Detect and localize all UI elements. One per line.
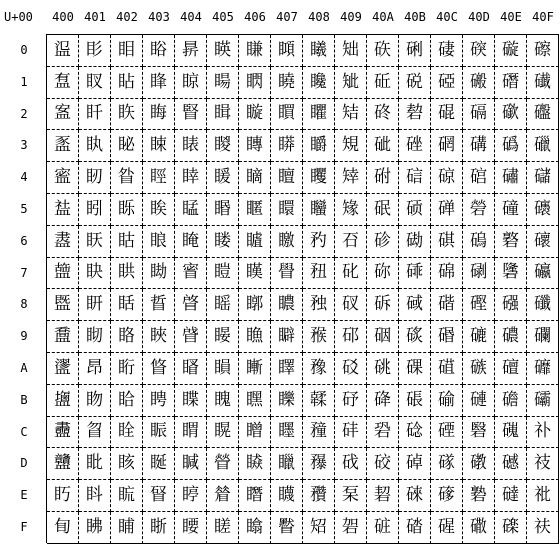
glyph-cell: 䁌 bbox=[175, 417, 207, 449]
glyph-cell: 䀩 bbox=[111, 321, 143, 353]
glyph-cell: 䃌 bbox=[431, 417, 463, 449]
glyph-cell: 䁢 bbox=[239, 99, 271, 131]
glyph-cell: 䂠 bbox=[367, 35, 399, 67]
glyph-cell: 䃐 bbox=[463, 35, 495, 67]
glyph-cell: 䀥 bbox=[111, 194, 143, 226]
glyph-cell: 䀴 bbox=[143, 162, 175, 194]
glyph-cell: 䂋 bbox=[303, 385, 335, 417]
glyph-cell: 䃭 bbox=[495, 448, 527, 480]
glyph-cell: 䀱 bbox=[143, 67, 175, 99]
glyph-cell: 䀒 bbox=[79, 99, 111, 131]
glyph-cell: 䀈 bbox=[47, 289, 79, 321]
glyph-cell: 䂊 bbox=[303, 353, 335, 385]
glyph-cell: 䂺 bbox=[399, 353, 431, 385]
glyph-cell: 䂌 bbox=[303, 417, 335, 449]
glyph-cell: 䀭 bbox=[111, 448, 143, 480]
row-header: 5 bbox=[20, 202, 28, 216]
glyph-cell: 䃛 bbox=[463, 385, 495, 417]
glyph-cell: 䁜 bbox=[207, 417, 239, 449]
glyph-cell: 䃸 bbox=[527, 289, 559, 321]
glyph-cell: 䁦 bbox=[239, 226, 271, 258]
glyph-cell: 䁲 bbox=[271, 99, 303, 131]
glyph-cell: 䀲 bbox=[143, 99, 175, 131]
glyph-cell: 䃔 bbox=[463, 162, 495, 194]
glyph-cell: 䀽 bbox=[143, 448, 175, 480]
glyph-cell: 䃎 bbox=[431, 480, 463, 512]
column-header: 409 bbox=[340, 10, 362, 24]
glyph-cell: 䀔 bbox=[79, 162, 111, 194]
glyph-cell: 䁥 bbox=[239, 194, 271, 226]
row-header: C bbox=[20, 424, 28, 439]
glyph-cell: 䂙 bbox=[335, 321, 367, 353]
glyph-cell: 䂕 bbox=[335, 194, 367, 226]
glyph-cell: 䁣 bbox=[239, 130, 271, 162]
glyph-cell: 䃡 bbox=[495, 67, 527, 99]
glyph-cell: 䀆 bbox=[47, 226, 79, 258]
glyph-cell: 䂒 bbox=[335, 99, 367, 131]
row-header: 4 bbox=[20, 170, 28, 185]
column-header: 407 bbox=[276, 10, 298, 24]
glyph-cell: 䂩 bbox=[367, 321, 399, 353]
glyph-cell: 䁮 bbox=[239, 480, 271, 512]
glyph-cell: 䁀 bbox=[175, 35, 207, 67]
column-header: 40C bbox=[436, 10, 458, 24]
glyph-cell: 䁤 bbox=[239, 162, 271, 194]
glyph-cell: 䁱 bbox=[271, 67, 303, 99]
glyph-cell: 䂚 bbox=[335, 353, 367, 385]
glyph-cell: 䀌 bbox=[47, 417, 79, 449]
glyph-cell: 䁴 bbox=[271, 162, 303, 194]
glyph-cell: 䁿 bbox=[271, 512, 303, 544]
glyph-cell: 䀠 bbox=[111, 35, 143, 67]
glyph-cell: 䂿 bbox=[399, 512, 431, 544]
glyph-cell: 䃋 bbox=[431, 385, 463, 417]
glyph-cell: 䂐 bbox=[335, 35, 367, 67]
glyph-cell: 䀰 bbox=[143, 35, 175, 67]
glyph-cell: 䀹 bbox=[143, 321, 175, 353]
row-header: 1 bbox=[20, 74, 28, 89]
glyph-cell: 䁉 bbox=[175, 321, 207, 353]
glyph-cell: 䃉 bbox=[431, 321, 463, 353]
glyph-cell: 䀧 bbox=[111, 258, 143, 290]
glyph-cell: 䀇 bbox=[47, 258, 79, 290]
glyph-cell: 䂻 bbox=[399, 385, 431, 417]
glyph-cell: 䁟 bbox=[207, 512, 239, 544]
row-header: 2 bbox=[20, 106, 28, 121]
glyph-cell: 䂼 bbox=[399, 417, 431, 449]
glyph-cell: 䃻 bbox=[527, 385, 559, 417]
glyph-cell: 䀬 bbox=[111, 417, 143, 449]
glyph-cell: 䀎 bbox=[47, 480, 79, 512]
glyph-cell: 䂶 bbox=[399, 226, 431, 258]
glyph-cell: 䂎 bbox=[303, 480, 335, 512]
glyph-cell: 䂈 bbox=[303, 289, 335, 321]
glyph-cell: 䃈 bbox=[431, 289, 463, 321]
glyph-cell: 䁪 bbox=[239, 353, 271, 385]
glyph-cell: 䃘 bbox=[463, 289, 495, 321]
glyph-cell: 䀃 bbox=[47, 130, 79, 162]
glyph-cell: 䁔 bbox=[207, 162, 239, 194]
glyph-cell: 䁸 bbox=[271, 289, 303, 321]
glyph-cell: 䀷 bbox=[143, 258, 175, 290]
glyph-cell: 䂔 bbox=[335, 162, 367, 194]
glyph-cell: 䃂 bbox=[431, 99, 463, 131]
glyph-cell: 䃺 bbox=[527, 353, 559, 385]
glyph-cell: 䁍 bbox=[175, 448, 207, 480]
glyph-cell: 䀑 bbox=[79, 67, 111, 99]
glyph-cell: 䃆 bbox=[431, 226, 463, 258]
glyph-cell: 䂮 bbox=[367, 480, 399, 512]
glyph-cell: 䀾 bbox=[143, 480, 175, 512]
glyph-cell: 䃠 bbox=[495, 35, 527, 67]
glyph-cell: 䃕 bbox=[463, 194, 495, 226]
glyph-cell: 䃤 bbox=[495, 162, 527, 194]
glyph-cell: 䁫 bbox=[239, 385, 271, 417]
glyph-cell: 䀍 bbox=[47, 448, 79, 480]
glyph-cell: 䃹 bbox=[527, 321, 559, 353]
glyph-cell: 䁯 bbox=[239, 512, 271, 544]
glyph-cell: 䂆 bbox=[303, 226, 335, 258]
glyph-cell: 䃶 bbox=[527, 226, 559, 258]
glyph-cell: 䀓 bbox=[79, 130, 111, 162]
glyph-cell: 䃝 bbox=[463, 448, 495, 480]
glyph-cell: 䀗 bbox=[79, 258, 111, 290]
glyph-cell: 䃴 bbox=[527, 162, 559, 194]
glyph-cell: 䃩 bbox=[495, 321, 527, 353]
glyph-cell: 䀚 bbox=[79, 353, 111, 385]
glyph-cell: 䀡 bbox=[111, 67, 143, 99]
glyph-cell: 䀄 bbox=[47, 162, 79, 194]
glyph-cell: 䂝 bbox=[335, 448, 367, 480]
glyph-cell: 䃱 bbox=[527, 67, 559, 99]
row-header: B bbox=[20, 392, 28, 407]
glyph-cell: 䂳 bbox=[399, 130, 431, 162]
glyph-cell: 䁙 bbox=[207, 321, 239, 353]
glyph-cell: 䂘 bbox=[335, 289, 367, 321]
glyph-cell: 䁎 bbox=[175, 480, 207, 512]
glyph-cell: 䃅 bbox=[431, 194, 463, 226]
glyph-cell: 䀙 bbox=[79, 321, 111, 353]
row-header: 8 bbox=[20, 297, 28, 312]
glyph-cell: 䂴 bbox=[399, 162, 431, 194]
glyph-cell: 䃚 bbox=[463, 353, 495, 385]
glyph-cell: 䂄 bbox=[303, 162, 335, 194]
glyph-cell: 䁆 bbox=[175, 226, 207, 258]
glyph-cell: 䀦 bbox=[111, 226, 143, 258]
column-header: 40A bbox=[372, 10, 394, 24]
glyph-cell: 䀣 bbox=[111, 130, 143, 162]
glyph-cell: 䁗 bbox=[207, 258, 239, 290]
glyph-cell: 䀼 bbox=[143, 417, 175, 449]
glyph-cell: 䂸 bbox=[399, 289, 431, 321]
row-header: 7 bbox=[20, 265, 28, 280]
glyph-cell: 䀯 bbox=[111, 512, 143, 544]
glyph-cell: 䁝 bbox=[207, 448, 239, 480]
glyph-cell: 䂂 bbox=[303, 99, 335, 131]
row-header: 0 bbox=[20, 43, 28, 57]
glyph-cell: 䁭 bbox=[239, 448, 271, 480]
column-header: 40B bbox=[404, 10, 426, 24]
glyph-cell: 䁑 bbox=[207, 67, 239, 99]
glyph-cell: 䂁 bbox=[303, 67, 335, 99]
glyph-cell: 䀏 bbox=[47, 512, 79, 544]
glyph-cell: 䂬 bbox=[367, 417, 399, 449]
glyph-cell: 䁼 bbox=[271, 417, 303, 449]
column-header: 408 bbox=[308, 10, 330, 24]
glyph-cell: 䃃 bbox=[431, 130, 463, 162]
glyph-cell: 䀅 bbox=[47, 194, 79, 226]
row-header: F bbox=[20, 520, 28, 534]
glyph-cell: 䁁 bbox=[175, 67, 207, 99]
column-header: 406 bbox=[244, 10, 266, 24]
glyph-grid bbox=[46, 34, 559, 543]
glyph-cell: 䂧 bbox=[367, 258, 399, 290]
glyph-cell: 䂞 bbox=[335, 480, 367, 512]
glyph-cell: 䂅 bbox=[303, 194, 335, 226]
glyph-cell: 䃰 bbox=[527, 35, 559, 67]
glyph-cell: 䀋 bbox=[47, 385, 79, 417]
glyph-cell: 䂷 bbox=[399, 258, 431, 290]
glyph-cell: 䂗 bbox=[335, 258, 367, 290]
glyph-cell: 䁚 bbox=[207, 353, 239, 385]
glyph-cell: 䂪 bbox=[367, 353, 399, 385]
glyph-cell: 䁇 bbox=[175, 258, 207, 290]
glyph-cell: 䃫 bbox=[495, 385, 527, 417]
glyph-cell: 䃾 bbox=[527, 480, 559, 512]
glyph-cell: 䁄 bbox=[175, 162, 207, 194]
glyph-cell: 䂱 bbox=[399, 67, 431, 99]
glyph-cell: 䁷 bbox=[271, 258, 303, 290]
glyph-cell: 䁃 bbox=[175, 130, 207, 162]
glyph-cell: 䀜 bbox=[79, 417, 111, 449]
glyph-cell: 䁈 bbox=[175, 289, 207, 321]
glyph-cell: 䁋 bbox=[175, 385, 207, 417]
glyph-cell: 䃇 bbox=[431, 258, 463, 290]
glyph-cell: 䃟 bbox=[463, 512, 495, 544]
glyph-cell: 䃧 bbox=[495, 258, 527, 290]
glyph-cell: 䁰 bbox=[271, 35, 303, 67]
glyph-cell: 䀳 bbox=[143, 130, 175, 162]
glyph-cell: 䁳 bbox=[271, 130, 303, 162]
glyph-cell: 䂉 bbox=[303, 321, 335, 353]
glyph-cell: 䃪 bbox=[495, 353, 527, 385]
glyph-cell: 䁡 bbox=[239, 67, 271, 99]
glyph-cell: 䂾 bbox=[399, 480, 431, 512]
glyph-cell: 䁨 bbox=[239, 289, 271, 321]
glyph-cell: 䂽 bbox=[399, 448, 431, 480]
glyph-cell: 䃽 bbox=[527, 448, 559, 480]
glyph-cell: 䁘 bbox=[207, 289, 239, 321]
row-header: 9 bbox=[20, 329, 28, 344]
glyph-cell: 䀐 bbox=[79, 35, 111, 67]
glyph-cell: 䀀 bbox=[47, 35, 79, 67]
glyph-cell: 䃬 bbox=[495, 417, 527, 449]
glyph-cell: 䁒 bbox=[207, 99, 239, 131]
glyph-cell: 䂢 bbox=[367, 99, 399, 131]
glyph-cell: 䂤 bbox=[367, 162, 399, 194]
glyph-cell: 䁶 bbox=[271, 226, 303, 258]
glyph-cell: 䁹 bbox=[271, 321, 303, 353]
glyph-cell: 䃒 bbox=[463, 99, 495, 131]
glyph-cell: 䀟 bbox=[79, 512, 111, 544]
column-header: 400 bbox=[52, 10, 74, 24]
glyph-cell: 䃦 bbox=[495, 226, 527, 258]
glyph-cell: 䃄 bbox=[431, 162, 463, 194]
glyph-cell: 䂖 bbox=[335, 226, 367, 258]
glyph-cell: 䃁 bbox=[431, 67, 463, 99]
glyph-cell: 䀿 bbox=[143, 512, 175, 544]
glyph-cell: 䀁 bbox=[47, 67, 79, 99]
glyph-cell: 䀨 bbox=[111, 289, 143, 321]
glyph-cell: 䂟 bbox=[335, 512, 367, 544]
glyph-cell: 䂰 bbox=[399, 35, 431, 67]
glyph-cell: 䁖 bbox=[207, 226, 239, 258]
glyph-cell: 䀻 bbox=[143, 385, 175, 417]
glyph-cell: 䃞 bbox=[463, 480, 495, 512]
column-header: 40E bbox=[500, 10, 522, 24]
glyph-cell: 䀮 bbox=[111, 480, 143, 512]
glyph-cell: 䀕 bbox=[79, 194, 111, 226]
glyph-cell: 䀊 bbox=[47, 353, 79, 385]
glyph-cell: 䂭 bbox=[367, 448, 399, 480]
column-header: 404 bbox=[180, 10, 202, 24]
corner-label: U+00 bbox=[4, 10, 33, 24]
glyph-cell: 䃯 bbox=[495, 512, 527, 544]
glyph-cell: 䃼 bbox=[527, 417, 559, 449]
row-header: D bbox=[20, 456, 28, 471]
glyph-cell: 䁺 bbox=[271, 353, 303, 385]
column-header: 40F bbox=[532, 10, 554, 24]
glyph-cell: 䃷 bbox=[527, 258, 559, 290]
glyph-cell: 䃍 bbox=[431, 448, 463, 480]
glyph-cell: 䀂 bbox=[47, 99, 79, 131]
glyph-cell: 䃓 bbox=[463, 130, 495, 162]
glyph-cell: 䂹 bbox=[399, 321, 431, 353]
glyph-cell: 䃢 bbox=[495, 99, 527, 131]
glyph-cell: 䁬 bbox=[239, 417, 271, 449]
glyph-cell: 䃵 bbox=[527, 194, 559, 226]
glyph-cell: 䀖 bbox=[79, 226, 111, 258]
glyph-cell: 䂡 bbox=[367, 67, 399, 99]
glyph-cell: 䃙 bbox=[463, 321, 495, 353]
glyph-cell: 䂏 bbox=[303, 512, 335, 544]
glyph-cell: 䂑 bbox=[335, 67, 367, 99]
row-header: A bbox=[20, 361, 28, 375]
glyph-cell: 䂯 bbox=[367, 512, 399, 544]
glyph-cell: 䀵 bbox=[143, 194, 175, 226]
glyph-cell: 䃥 bbox=[495, 194, 527, 226]
row-header: 6 bbox=[20, 233, 28, 248]
glyph-cell: 䃣 bbox=[495, 130, 527, 162]
row-header: E bbox=[20, 488, 28, 503]
glyph-cell: 䀺 bbox=[143, 353, 175, 385]
glyph-cell: 䂃 bbox=[303, 130, 335, 162]
column-header: 405 bbox=[212, 10, 234, 24]
glyph-cell: 䀤 bbox=[111, 162, 143, 194]
glyph-cell: 䂓 bbox=[335, 130, 367, 162]
glyph-cell: 䀉 bbox=[47, 321, 79, 353]
glyph-cell: 䀸 bbox=[143, 289, 175, 321]
glyph-cell: 䃏 bbox=[431, 512, 463, 544]
glyph-cell: 䃀 bbox=[431, 35, 463, 67]
glyph-cell: 䁂 bbox=[175, 99, 207, 131]
glyph-cell: 䂫 bbox=[367, 385, 399, 417]
glyph-cell: 䃳 bbox=[527, 130, 559, 162]
glyph-cell: 䃊 bbox=[431, 353, 463, 385]
column-header: 403 bbox=[148, 10, 170, 24]
glyph-cell: 䁩 bbox=[239, 321, 271, 353]
glyph-cell: 䀶 bbox=[143, 226, 175, 258]
glyph-cell: 䃲 bbox=[527, 99, 559, 131]
glyph-cell: 䀘 bbox=[79, 289, 111, 321]
glyph-cell: 䃨 bbox=[495, 289, 527, 321]
glyph-cell: 䂀 bbox=[303, 35, 335, 67]
glyph-cell: 䁵 bbox=[271, 194, 303, 226]
column-header: 402 bbox=[116, 10, 138, 24]
glyph-cell: 䁊 bbox=[175, 353, 207, 385]
glyph-cell: 䁻 bbox=[271, 385, 303, 417]
glyph-cell: 䂣 bbox=[367, 130, 399, 162]
glyph-cell: 䁏 bbox=[175, 512, 207, 544]
glyph-cell: 䂲 bbox=[399, 99, 431, 131]
glyph-cell: 䃜 bbox=[463, 417, 495, 449]
glyph-cell: 䃑 bbox=[463, 67, 495, 99]
glyph-cell: 䁅 bbox=[175, 194, 207, 226]
glyph-cell: 䃖 bbox=[463, 226, 495, 258]
glyph-cell: 䂵 bbox=[399, 194, 431, 226]
glyph-cell: 䁠 bbox=[239, 35, 271, 67]
glyph-cell: 䀛 bbox=[79, 385, 111, 417]
glyph-cell: 䁾 bbox=[271, 480, 303, 512]
glyph-cell: 䀪 bbox=[111, 353, 143, 385]
glyph-cell: 䁕 bbox=[207, 194, 239, 226]
glyph-cell: 䃮 bbox=[495, 480, 527, 512]
glyph-cell: 䀢 bbox=[111, 99, 143, 131]
glyph-cell: 䂍 bbox=[303, 448, 335, 480]
glyph-cell: 䀫 bbox=[111, 385, 143, 417]
column-header: 401 bbox=[84, 10, 106, 24]
glyph-cell: 䁐 bbox=[207, 35, 239, 67]
glyph-cell: 䂦 bbox=[367, 226, 399, 258]
glyph-cell: 䂜 bbox=[335, 417, 367, 449]
glyph-cell: 䂨 bbox=[367, 289, 399, 321]
glyph-cell: 䃿 bbox=[527, 512, 559, 544]
glyph-cell: 䀝 bbox=[79, 448, 111, 480]
glyph-cell: 䁛 bbox=[207, 385, 239, 417]
glyph-cell: 䁞 bbox=[207, 480, 239, 512]
glyph-cell: 䁽 bbox=[271, 448, 303, 480]
glyph-cell: 䁓 bbox=[207, 130, 239, 162]
glyph-cell: 䂇 bbox=[303, 258, 335, 290]
row-header: 3 bbox=[20, 138, 28, 153]
column-header: 40D bbox=[468, 10, 490, 24]
glyph-cell: 䁧 bbox=[239, 258, 271, 290]
glyph-cell: 䂛 bbox=[335, 385, 367, 417]
glyph-cell: 䂥 bbox=[367, 194, 399, 226]
glyph-cell: 䀞 bbox=[79, 480, 111, 512]
glyph-cell: 䃗 bbox=[463, 258, 495, 290]
